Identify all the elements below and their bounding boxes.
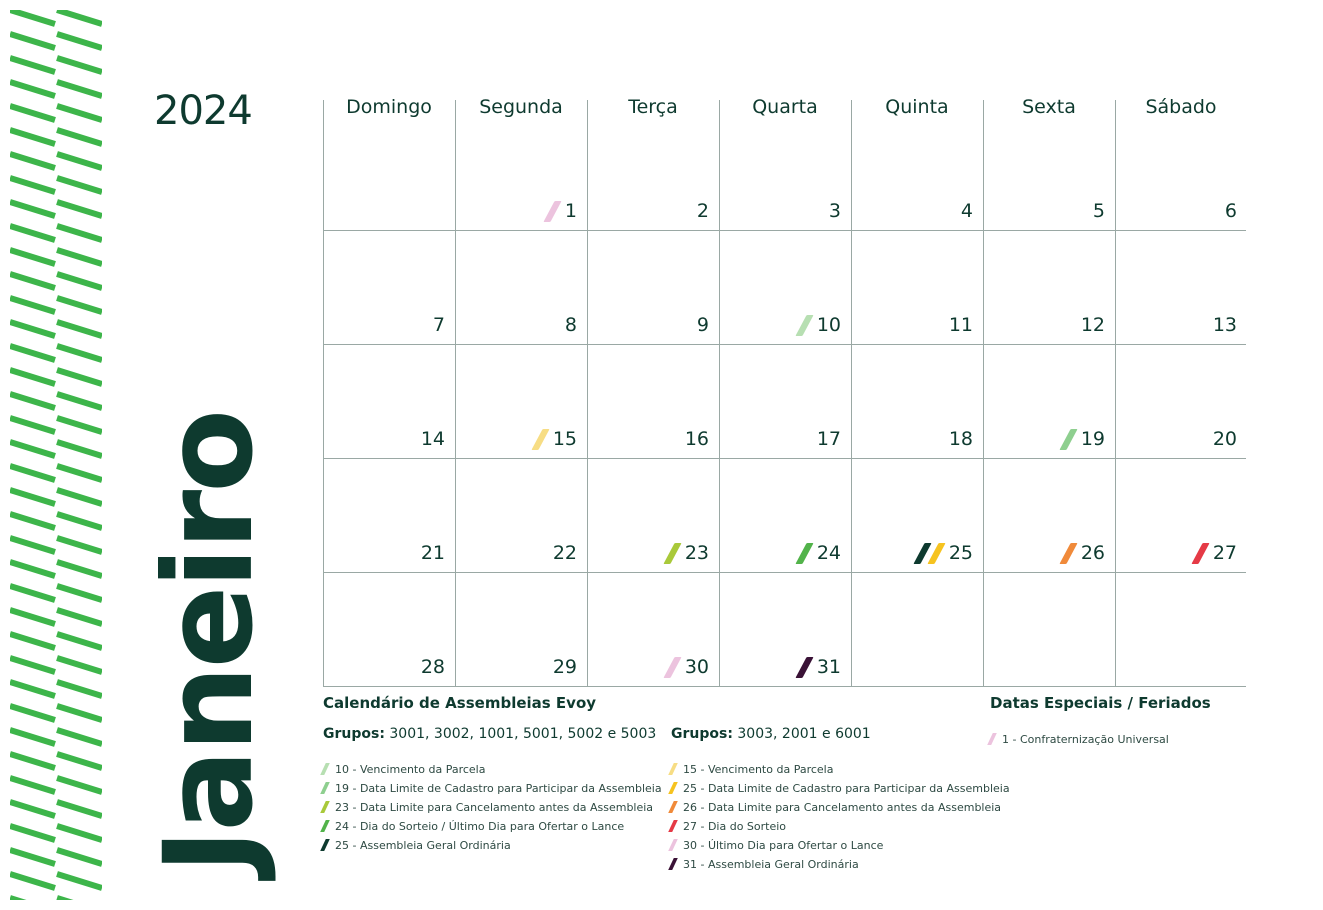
legend-swatch: [668, 801, 678, 813]
legend-text: 24 - Dia do Sorteio / Último Dia para Ofertar o Lance: [335, 820, 625, 833]
legend-swatch: [320, 820, 330, 832]
legend-item-group-b: [671, 782, 1010, 795]
legend-swatch: [320, 839, 330, 851]
day-19[interactable]: 19: [1080, 428, 1105, 450]
day-2[interactable]: 2: [696, 200, 709, 222]
group-b-header: [671, 726, 871, 742]
day-17[interactable]: 17: [816, 428, 841, 450]
day-10[interactable]: 10: [816, 314, 841, 336]
legend-item-group-b: [671, 801, 1001, 814]
grid-row-line: [323, 344, 1246, 345]
legend-text: 1 - Confraternização Universal: [1002, 733, 1169, 746]
grid-row-line: [323, 686, 1246, 687]
group-a-label: Grupos:: [323, 726, 385, 742]
grid-column-line: [983, 100, 984, 686]
day-24[interactable]: 24: [816, 542, 841, 564]
day-3[interactable]: 3: [828, 200, 841, 222]
weekday-2: Terça: [628, 96, 678, 118]
legend-text: 27 - Dia do Sorteio: [683, 820, 787, 833]
legend-text: 25 - Assembleia Geral Ordinária: [335, 839, 511, 852]
group-b-label: Grupos:: [671, 726, 733, 742]
day-5[interactable]: 5: [1092, 200, 1105, 222]
grid-row-line: [323, 230, 1246, 231]
legend-swatch: [320, 782, 330, 794]
day-30[interactable]: 30: [684, 656, 709, 678]
day-27[interactable]: 27: [1212, 542, 1237, 564]
legend-item-group-b: [671, 858, 859, 871]
day-4[interactable]: 4: [960, 200, 973, 222]
group-a-header: [323, 726, 656, 742]
weekday-6: Sábado: [1145, 96, 1217, 118]
grid-column-line: [587, 100, 588, 686]
special-dates-title: Datas Especiais / Feriados: [990, 694, 1211, 712]
legend-item-special: [990, 733, 1169, 746]
legend-text: 23 - Data Limite para Cancelamento antes da Assembleia: [335, 801, 654, 814]
weekday-0: Domingo: [346, 96, 432, 118]
legend-swatch: [320, 763, 330, 775]
legend-text: 25 - Data Limite de Cadastro para Participar da Assembleia: [683, 782, 1010, 795]
group-b-list: 3003, 2001 e 6001: [737, 726, 871, 742]
legend-text: 15 - Vencimento da Parcela: [683, 763, 834, 776]
day-9[interactable]: 9: [696, 314, 709, 336]
day-31[interactable]: 31: [816, 656, 841, 678]
day-15[interactable]: 15: [552, 428, 577, 450]
day-29[interactable]: 29: [552, 656, 577, 678]
legend-swatch: [668, 782, 678, 794]
month-title: Janeiro: [138, 411, 280, 874]
grid-row-line: [323, 572, 1246, 573]
legend-title: Calendário de Assembleias Evoy: [323, 694, 597, 712]
grid-column-line: [719, 100, 720, 686]
legend-item-group-b: [671, 820, 786, 833]
weekday-4: Quinta: [885, 96, 949, 118]
legend-swatch: [987, 733, 997, 745]
legend-text: 26 - Data Limite para Cancelamento antes da Assembleia: [683, 801, 1002, 814]
day-7[interactable]: 7: [432, 314, 445, 336]
weekday-1: Segunda: [479, 96, 563, 118]
day-25[interactable]: 25: [948, 542, 973, 564]
grid-column-line: [323, 100, 324, 686]
legend-item-group-a: [323, 820, 624, 833]
legend-item-group-b: [671, 763, 833, 776]
day-6[interactable]: 6: [1224, 200, 1237, 222]
legend-item-group-a: [323, 839, 511, 852]
year-label: 2024: [154, 88, 252, 134]
legend-swatch: [320, 801, 330, 813]
weekday-5: Sexta: [1022, 96, 1076, 118]
legend-item-group-a: [323, 782, 662, 795]
day-21[interactable]: 21: [420, 542, 445, 564]
legend-item-group-b: [671, 839, 883, 852]
chevron-pattern: [10, 10, 102, 900]
day-8[interactable]: 8: [564, 314, 577, 336]
group-a-list: 3001, 3002, 1001, 5001, 5002 e 5003: [389, 726, 657, 742]
day-23[interactable]: 23: [684, 542, 709, 564]
day-16[interactable]: 16: [684, 428, 709, 450]
day-20[interactable]: 20: [1212, 428, 1237, 450]
grid-column-line: [851, 100, 852, 686]
legend-swatch: [668, 763, 678, 775]
legend-item-group-a: [323, 801, 653, 814]
legend-swatch: [668, 858, 678, 870]
legend-swatch: [668, 820, 678, 832]
day-13[interactable]: 13: [1212, 314, 1237, 336]
day-22[interactable]: 22: [552, 542, 577, 564]
day-14[interactable]: 14: [420, 428, 445, 450]
legend-text: 10 - Vencimento da Parcela: [335, 763, 486, 776]
grid-column-line: [1115, 100, 1116, 686]
legend-item-group-a: [323, 763, 485, 776]
day-28[interactable]: 28: [420, 656, 445, 678]
legend-text: 30 - Último Dia para Ofertar o Lance: [683, 839, 884, 852]
legend-text: 19 - Data Limite de Cadastro para Participar da Assembleia: [335, 782, 662, 795]
legend-text: 31 - Assembleia Geral Ordinária: [683, 858, 859, 871]
day-1[interactable]: 1: [564, 200, 577, 222]
day-11[interactable]: 11: [948, 314, 973, 336]
weekday-3: Quarta: [752, 96, 818, 118]
grid-column-line: [455, 100, 456, 686]
grid-row-line: [323, 458, 1246, 459]
calendar-grid: [323, 96, 1246, 686]
day-12[interactable]: 12: [1080, 314, 1105, 336]
day-26[interactable]: 26: [1080, 542, 1105, 564]
legend-swatch: [668, 839, 678, 851]
day-18[interactable]: 18: [948, 428, 973, 450]
